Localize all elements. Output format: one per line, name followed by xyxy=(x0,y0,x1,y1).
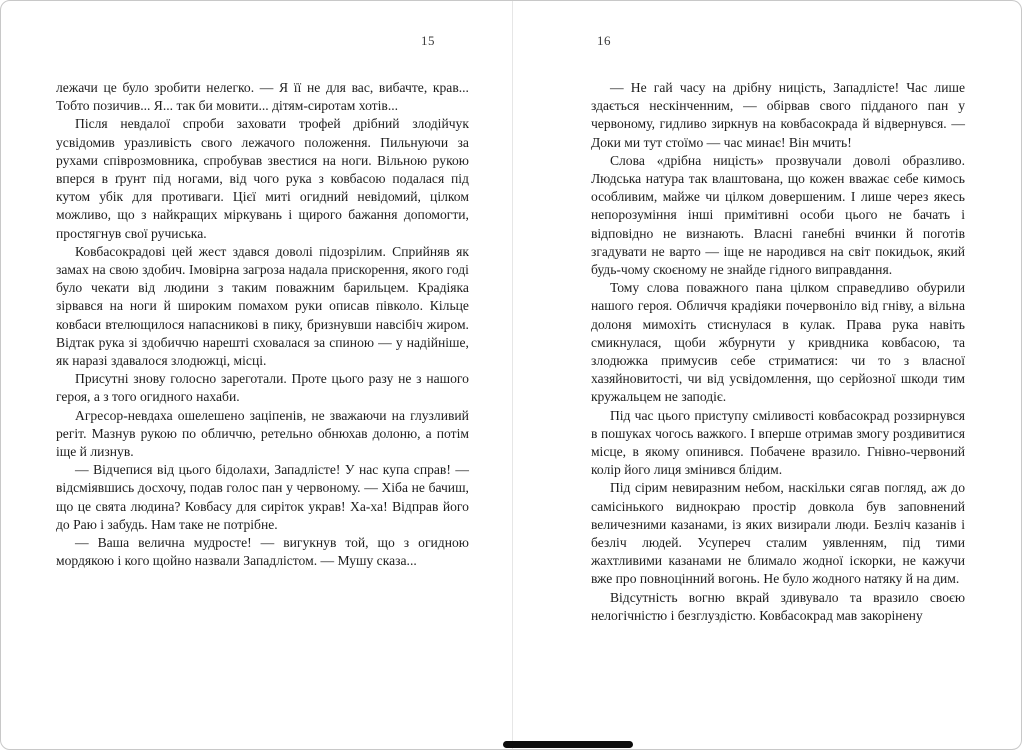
book-paragraph: Ковбасокрадові цей жест здався доволі підозрілим. Сприйняв як замах на свою здобич. Імовірна загроза надала прискорення, якого годі було чекати від людини з таким поважним барильцем. Крадіяка зірвався на ноги й широким помахом руки описав півколо. Кільце ковбаси втелющилося напасникові в пику, бризнувши навсібіч жиром. Відтак рука зі здобиччю нарешті сховалася за спиною — у надійніше, як наразі здавалося злодюжці, місці. xyxy=(56,243,469,369)
book-paragraph: Під час цього приступу сміливості ковбасокрад роззирнувся в пошуках чогось важкого. І вперше отримав змогу роздивитися місце, в якому опинився. Побачене вразило. Гнівно-червоний колір його лиця змінився блідим. xyxy=(590,407,965,478)
book-paragraph: Під сірим невиразним небом, наскільки сягав погляд, аж до самісінького виднокраю простір довкола був заповнений величезними казанами, із яких визирали люди. Безліч казанів і безліч людей. Усупереч сталим уявленням, під тими жахтливими казанами не блимало жодної іскорки, не кажучи вже про повноцінний вогонь. Не було жодного натяку й на дим. xyxy=(590,480,965,587)
page-number-left: 15 xyxy=(420,33,435,48)
page-divider xyxy=(512,1,513,749)
book-paragraph: Агресор-невдаха ошелешено заціпенів, не зважаючи на глузливий регіт. Мазнув рукою по обличчю, ретельно обнюхав долоню, а потім іще й лизнув. xyxy=(56,407,469,460)
page-right xyxy=(511,1,1021,749)
book-spread xyxy=(1,1,1021,749)
reading-progress-handle[interactable] xyxy=(503,741,633,748)
page-number-right: 16 xyxy=(596,33,611,48)
book-paragraph: лежачи це було зробити нелегко. — Я її не для вас, вибачте, крав... Тобто позичив... Я... так би мовити... дітям-сиротам хотів... xyxy=(56,80,469,114)
book-paragraph: — Не гай часу на дрібну ницість, Западлісте! Час лише здається нескінченним, — обірвав свого підданого пан у червоному, гидливо зиркнув на ковбасокрада й відвернувся. — Доки ми тут стоїмо — час минає! Він мчить! xyxy=(590,80,965,150)
page-text-right xyxy=(591,79,965,625)
page-left xyxy=(1,1,511,749)
book-paragraph: Присутні знову голосно зареготали. Проте цього разу не з нашого героя, а з того огидного нахаби. xyxy=(56,371,469,405)
book-paragraph: Слова «дрібна ницість» прозвучали доволі образливо. Людська натура так влаштована, що кожен вважає себе кимось особливим, майже чи цілком довершеним. І лише через якесь непорозуміння інші примітивні особи цього не бачать і відповідно не визнають. Власні ганебні вчинки й поготів згадувати не варто — іще не народився на світ покидьок, який будь-чому скоєному не знайде гідного виправдання. xyxy=(590,152,965,278)
book-paragraph: Відсутність вогню вкрай здивувало та вразило своєю нелогічністю і безглуздістю. Ковбасокрад мав закорінену xyxy=(590,589,965,623)
book-paragraph: Тому слова поважного пана цілком справедливо обурили нашого героя. Обличчя крадіяки почервоніло від гніву, а вільна долоня мимохіть стиснулася в кулак. Права рука навіть смикнулася, щоби жбурнути у кривдника ковбасою, та злодюжка примусив себе стриматися: чи то з власної хазяйновитості, чи від усвідомлення, що серйозної шкоди тим кружальцем не заподіє. xyxy=(590,280,965,405)
page-text-left xyxy=(56,79,469,570)
book-paragraph: — Відчепися від цього бідолахи, Западлісте! У нас купа справ! — відсміявшись досхочу, подав голос пан у червоному. — Хіба не бачиш, що це свята людина? Ковбасу для сиріток украв! Ха-ха! Відправ його до Раю і забудь. Нам таке не потрібне. xyxy=(56,462,469,532)
book-paragraph: Після невдалої спроби заховати трофей дрібний злодійчук усвідомив уразливість свого лежачого положення. Пильнуючи за рухами співрозмовника, спробував звестися на ноги. Вільною рукою вперся в ґрунт під ногами, від чого рука з ковбасою подалася під кутом убік для противаги. Цієї миті огидний невідомий, цілком можливо, що з найкращих міркувань і щирого бажання допомогти, простягнув свої ручиська. xyxy=(56,116,469,241)
book-paragraph: — Ваша велична мудросте! — вигукнув той, що з огидною мордякою і кого щойно назвали Западлістом. — Мушу сказа... xyxy=(56,535,469,569)
